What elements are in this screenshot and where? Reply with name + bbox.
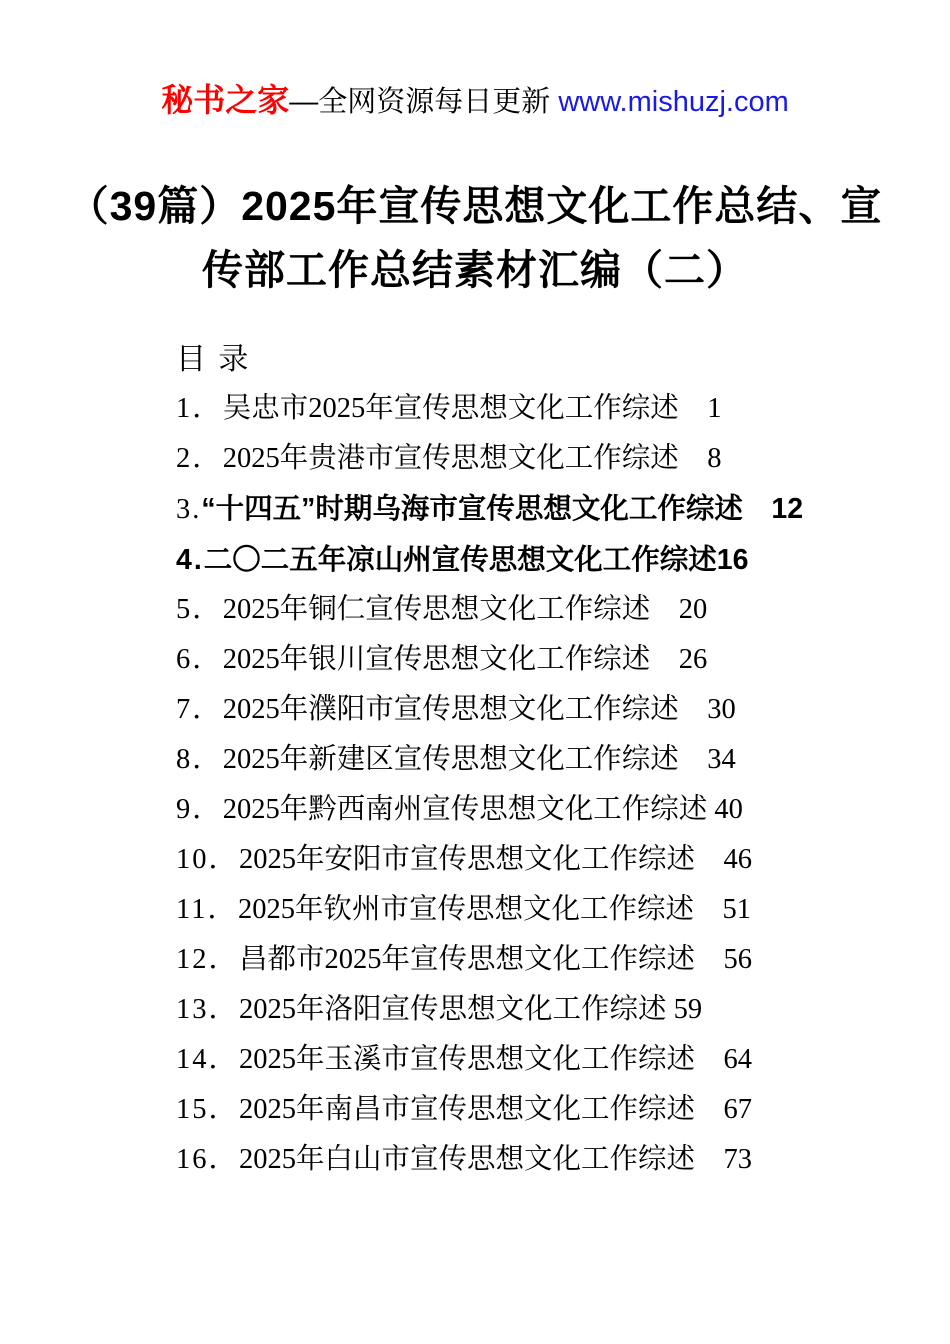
toc-entry-title: 昌都市2025年宣传思想文化工作综述 [239,944,696,975]
toc-entry-title: 吴忠市2025年宣传思想文化工作综述 [222,393,679,424]
toc-entry-title: 2025年贵港市宣传思想文化工作综述 [222,443,679,474]
toc-entry-page: 8 [707,443,722,474]
toc-entry-page: 20 [678,594,708,625]
toc-entry-number: 11． [176,894,238,925]
header-tagline: 全网资源每日更新 [318,86,559,118]
toc-entry-number: 3. [176,494,202,525]
toc-entry-number: 13． [176,994,240,1025]
toc-entry-title: 2025年新建区宣传思想文化工作综述 [222,744,679,775]
toc-entry [176,735,910,785]
toc-entry [176,935,910,985]
toc-entry-spacer [650,644,679,675]
toc-entry [176,835,910,885]
toc-entry-page: 26 [678,644,708,675]
toc-entry-spacer [695,844,724,875]
toc-entry-page: 67 [723,1094,753,1125]
toc-entry-page: 40 [714,794,743,825]
toc-entry-spacer [679,694,708,725]
toc-entry-number: 16． [176,1144,240,1175]
toc-entry-number: 5． [176,594,223,625]
toc-entry [176,1135,910,1185]
toc-entry-page: 1 [707,393,722,424]
toc-entry [176,785,910,835]
toc-entry-number: 4. [176,544,204,576]
toc-entry-title: 2025年铜仁宣传思想文化工作综述 [222,594,651,625]
toc-entry [176,434,910,484]
toc-entry [176,685,910,735]
header-dash: — [289,86,319,118]
toc-entry-title: “十四五”时期乌海市宣传思想文化工作综述 [201,493,743,525]
toc-entry-page: 46 [723,844,753,875]
toc-entry [176,885,910,935]
toc-entry-title: 2025年濮阳市宣传思想文化工作综述 [222,694,679,725]
toc-entry-title: 2025年钦州市宣传思想文化工作综述 [237,894,694,925]
toc-entry-spacer [679,744,708,775]
toc-entry-spacer [679,443,708,474]
toc-entry-page: 59 [673,994,703,1025]
toc-entry-title: 2025年白山市宣传思想文化工作综述 [239,1144,696,1175]
toc-heading: 目 录 [176,343,251,376]
toc-entry-page: 30 [707,694,736,725]
toc-entry-page: 34 [707,744,736,775]
table-of-contents [176,342,910,1185]
toc-entry-title: 2025年安阳市宣传思想文化工作综述 [239,844,696,875]
toc-entry-spacer [694,894,723,925]
toc-entry-spacer [695,944,724,975]
toc-entry-spacer [679,393,708,424]
toc-entry [176,384,910,434]
toc-entry-number: 2． [176,443,223,474]
toc-entry-spacer [695,1094,724,1125]
toc-entry-spacer [667,994,674,1025]
toc-entry-page: 16 [716,544,749,576]
toc-entry-spacer [743,493,772,525]
toc-entry-title: 二〇二五年凉山州宣传思想文化工作综述 [203,544,717,576]
toc-entry-number: 7． [176,694,223,725]
toc-entry [176,484,910,535]
document-title-line2: 传部工作总结素材汇编（二） [202,247,748,293]
toc-entry-page: 64 [723,1044,753,1075]
toc-entry-page: 73 [723,1144,753,1175]
toc-entry-title: 2025年洛阳宣传思想文化工作综述 [239,994,667,1025]
toc-entry [176,635,910,685]
toc-entry-spacer [695,1144,724,1175]
toc-entry-number: 1． [176,393,223,424]
toc-entry-number: 14． [176,1044,240,1075]
toc-entry-spacer [695,1044,724,1075]
toc-entry [176,1085,910,1135]
toc-entry-number: 15． [176,1094,240,1125]
site-header [0,0,950,120]
toc-entry-number: 12． [176,944,240,975]
toc-entry [176,585,910,635]
toc-entry-number: 8． [176,744,223,775]
toc-entry [176,985,910,1035]
toc-entry-page: 51 [722,894,751,925]
document-title-line1: （39篇）2025年宣传思想文化工作总结、宣 [67,183,883,229]
toc-entry-page: 12 [771,493,804,525]
toc-entry-title: 2025年南昌市宣传思想文化工作综述 [239,1094,696,1125]
toc-entry [176,1035,910,1085]
toc-entry-number: 6． [176,644,223,675]
toc-entry [176,535,910,585]
site-brand: 秘书之家 [161,82,290,118]
toc-entry-spacer [650,594,679,625]
toc-entry-title: 2025年玉溪市宣传思想文化工作综述 [239,1044,696,1075]
document-title [0,174,950,302]
toc-entry-page: 56 [723,944,753,975]
site-url-link[interactable]: www.mishuzj.com [558,86,789,118]
toc-entry-title: 2025年银川宣传思想文化工作综述 [222,644,651,675]
toc-entry-title: 2025年黔西南州宣传思想文化工作综述 [222,794,708,825]
toc-entry-number: 10． [176,844,240,875]
toc-entry-number: 9． [176,794,223,825]
